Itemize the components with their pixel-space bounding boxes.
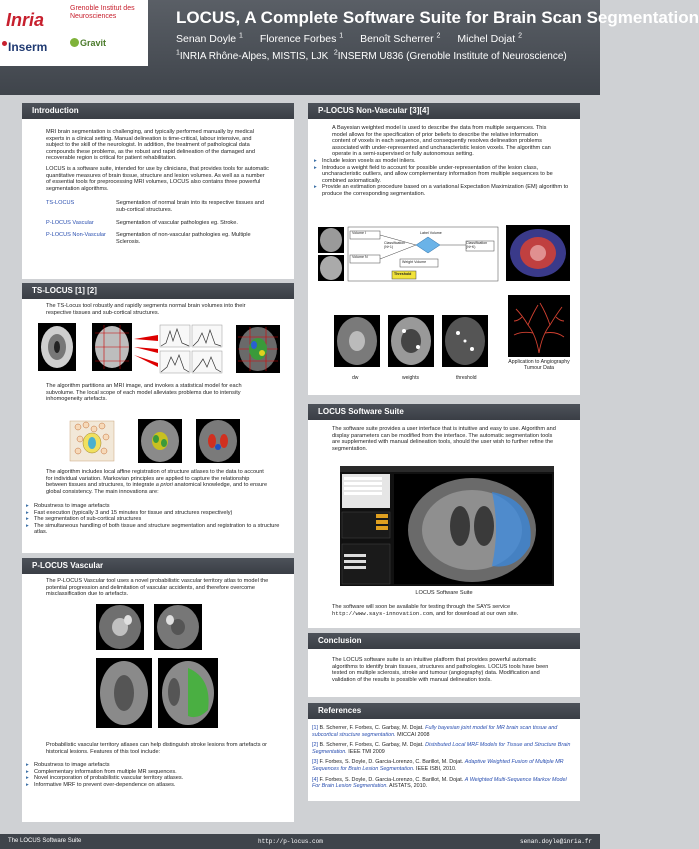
author-list [176, 33, 536, 45]
list-item: ▸ Robustness to image artefacts [26, 503, 284, 510]
poster-footer [0, 834, 600, 849]
software-suite-panel [308, 404, 580, 628]
definition-term: P-LOCUS Vascular [46, 219, 94, 226]
list-item: ▸ Complementary information from multiple MR sequences. [26, 769, 284, 776]
intro-paragraph: LOCUS is a software suite, intended for use by clinicians, that provides tools for automatic quantitative measures of brain tissue, structure and lesion volumes. As well as a number of essential tools for preprocessing MRI volumes, LOCUS also contains three powerful segmentation algorithms. [46, 165, 269, 192]
definition-row [46, 220, 270, 227]
reference-item: [2] B. Scherrer, F. Forbes, C. Garbay, M. Dojat. Distributed Local MRF Models for Tissue and Structure Brain Segmentation. IEEE TMI 2009 [312, 742, 571, 755]
list-item: ▸ Robustness to image artefacts [26, 762, 284, 769]
angiography-figure [508, 295, 570, 357]
reference-list [308, 719, 580, 790]
says-link[interactable]: http://www.says-innovation.com [332, 609, 433, 617]
list-item: ▸ The segmentation of sub-cortical structures [26, 516, 284, 523]
author: Benoît Scherrer $^2$ [360, 32, 441, 45]
definition-text: Segmentation of non-vascular pathologies eg. Multiple Sclerosis. [116, 232, 251, 245]
software-screenshot [340, 466, 554, 586]
ts-atlas-figure [68, 417, 248, 465]
ts-paragraph: The algorithm includes local affine registration of structure atlases to the data to account for individual variation. Markovian principles are applied to capture the relationship between tissues and structures, to integrate a priori anatomical knowledge, and to ensure global consistency. The main innovations are: [46, 469, 268, 495]
poster-title: LOCUS, A Complete Software Suite for Brain Scan Segmentation [176, 8, 699, 27]
definition-text: Segmentation of vascular pathologies eg. Stroke. [116, 219, 238, 226]
reference-item: [3] F. Forbes, S. Doyle, D. Garcia-Lorenzo, C. Barillot, M. Dojat. Adaptive Weighted Fusion of Multiple MR Sequences for Brain Lesion Segmentation. IEEE ISBI, 2010. [312, 759, 564, 772]
pv-feature-list [4, 762, 284, 788]
inria-logo: Inria [6, 10, 45, 30]
ts-paragraph: The TS-Locus tool robustly and rapidly segments normal brain volumes into their respective tissues and sub-cortical structures. [46, 303, 246, 316]
list-item: ▸ Include lesion voxels as model inliers. [314, 158, 574, 165]
p-locus-vascular-panel [22, 558, 294, 822]
image-label: weights [402, 375, 419, 381]
definition-term: TS-LOCUS [46, 200, 75, 207]
angiography-caption: Application to Angiography Tumour Data [508, 359, 570, 371]
diagram-label: Volume I [352, 231, 366, 235]
gravit-logo: Gravit [80, 38, 107, 48]
ts-paragraph: The algorithm partitions an MRI image, and invokes a statistical model for each subvolume. The local scope of each model alleviates problems due to intensity inhomogeneity artefacts. [46, 383, 242, 403]
p-locus-non-vascular-panel [308, 103, 580, 395]
reference-item: [4] F. Forbes, S. Doyle, D. Garcia-Lorenzo, C. Barillot, M. Dojat. A Weighted Multi-Sequence Markov Model For Brain Lesion Segmentation. AISTATS, 2010. [312, 776, 567, 790]
diagram-label: Classification (N+1) [384, 241, 406, 249]
reference-item: [1] B. Scherrer, F. Forbes, C. Garbay, M. Dojat. Fully bayesian joint model for MR brain scan tissue and subcortical structure segmentation. MICCAI 2008 [312, 725, 558, 738]
footer-website-link[interactable]: http://p-locus.com [258, 838, 323, 845]
list-item: ▸ Provide an estimation procedure based on a variational Expectation Maximization (EM) algorithm to produce the corresponding segmentation. [314, 184, 574, 197]
author: Florence Forbes $^1$ [259, 32, 344, 45]
pnv-lesion-figure [332, 313, 492, 369]
inserm-logo-mark [2, 41, 7, 46]
definition-row [46, 232, 270, 245]
list-item: ▸ Novel incorporation of probabilistic vascular territory atlases. [26, 775, 284, 782]
ts-locus-panel [22, 283, 294, 553]
intro-heading: Introduction [22, 103, 294, 119]
diagram-label: Label Volume [420, 231, 442, 235]
image-label: threshold [456, 375, 477, 381]
diagram-label: Threshold [394, 272, 412, 276]
definition-text: Segmentation of normal brain into its respective tissues and sub-cortical structures. [116, 200, 265, 213]
algorithm-definitions [22, 192, 294, 245]
conclusion-panel [308, 633, 580, 697]
pv-stroke-figure [88, 602, 228, 736]
conclusion-heading: Conclusion [308, 633, 580, 649]
software-suite-heading: LOCUS Software Suite [308, 404, 580, 420]
sw-paragraph: The software suite provides a user interface that is intuitive and easy to use. Algorithm and display parameters can be modified from the interface. The automatic segmentation tools are supplemented with manual delineation tools, should the user wish to further refine the segmentation. [332, 426, 556, 452]
ts-feature-list [4, 503, 284, 536]
list-item: ▸ Fast execution (typically 3 and 15 minutes for tissue and structures respectively) [26, 510, 284, 517]
diagram-label: Volume N [352, 255, 368, 259]
pv-paragraph: Probabilistic vascular territory atlases can help distinguish stroke lesions from artefacts or historical lesions. Features of this tool include: [46, 742, 268, 755]
diagram-label: Classification (N+K) [466, 241, 488, 249]
pv-paragraph: The P-LOCUS Vascular tool uses a novel probabilistic vascular territory atlas to model the potential progression and delimitation of vascular accidents, and therefore overcome misclassification due to artefacts. [46, 578, 269, 598]
references-heading: References [308, 703, 580, 719]
intro-panel [22, 103, 294, 279]
software-caption: LOCUS Software Suite [415, 590, 473, 596]
sw-availability: The software will soon be available for testing through the SAYS service http://www.says-innovation.com, and for download at our own site. [332, 604, 519, 617]
footer-email-link[interactable]: senan.doyle@inria.fr [519, 838, 592, 845]
conclusion-paragraph: The LOCUS software suite is an intuitive platform that provides powerful automatic algorithms to identify brain tissues, structures and pathologies. LOCUS tools have been tested on multiple sclerosis, stroke and tumour (angiography) data. Modification and validation of the results is possible with manual delineation tools. [332, 657, 549, 683]
logo-area [0, 0, 148, 66]
intro-paragraph: MRI brain segmentation is challenging, and typically performed manually by medical experts in a clinical setting. Manual delineation is time-critical, labour intensive, and subject to the skill of the neurologist. In addition, the treatment of pathological data compounds these problems, as the robust and rapid delineation of the damaged and recoverable region is critical for patient rehabilitation. [46, 129, 255, 162]
list-item: ▸ Introduce a weight field to account for possible under-representation of the lesion class, uncharacteristic outliers, and allow complementary information from multiple sequences to be combined axiomatically. [314, 165, 574, 185]
ts-locus-heading: TS-LOCUS [1] [2] [22, 283, 294, 299]
list-item: ▸ Informative MRF to prevent over-dependence on atlases. [26, 782, 284, 789]
definition-row [46, 200, 270, 213]
list-item: ▸ The simultaneous handling of both tissue and structure segmentation and registration to a structure atlas. [26, 523, 284, 536]
references-panel [308, 703, 580, 801]
author: Senan Doyle $^1$ [176, 32, 243, 45]
p-locus-vascular-heading: P-LOCUS Vascular [22, 558, 294, 574]
diagram-label: Weight Volume [402, 260, 427, 264]
author: Michel Dojat $^2$ [457, 32, 522, 45]
p-locus-non-vascular-heading: P-LOCUS Non-Vascular [3][4] [308, 103, 580, 119]
ts-partition-figure [36, 321, 284, 381]
pnv-feature-list [308, 158, 574, 198]
gravit-logo-mark [70, 38, 79, 47]
pnv-paragraph: A Bayesian weighted model is used to describe the data from multiple sequences. This model allows for the specification of prior beliefs to describe the relative information content of voxels in each sequence, and consequently resolves delineation problems associated with under-represented and uncharacteristic lesion voxels. The algorithm can operate in a semi-supervised or fully autonomous setting. [332, 125, 551, 158]
inserm-logo: Inserm [8, 40, 48, 54]
image-label: dw [352, 375, 359, 381]
poster-header [0, 0, 699, 95]
affiliations: $^1$INRIA Rhône-Alpes, MISTIS, LJK $^2$INSERM U836 (Grenoble Institute of Neuroscience) [176, 49, 567, 62]
definition-term: P-LOCUS Non-Vascular [46, 232, 106, 239]
footer-title: The LOCUS Software Suite [8, 838, 82, 844]
gin-logo: Grenoble Institut des Neurosciences [70, 5, 135, 20]
